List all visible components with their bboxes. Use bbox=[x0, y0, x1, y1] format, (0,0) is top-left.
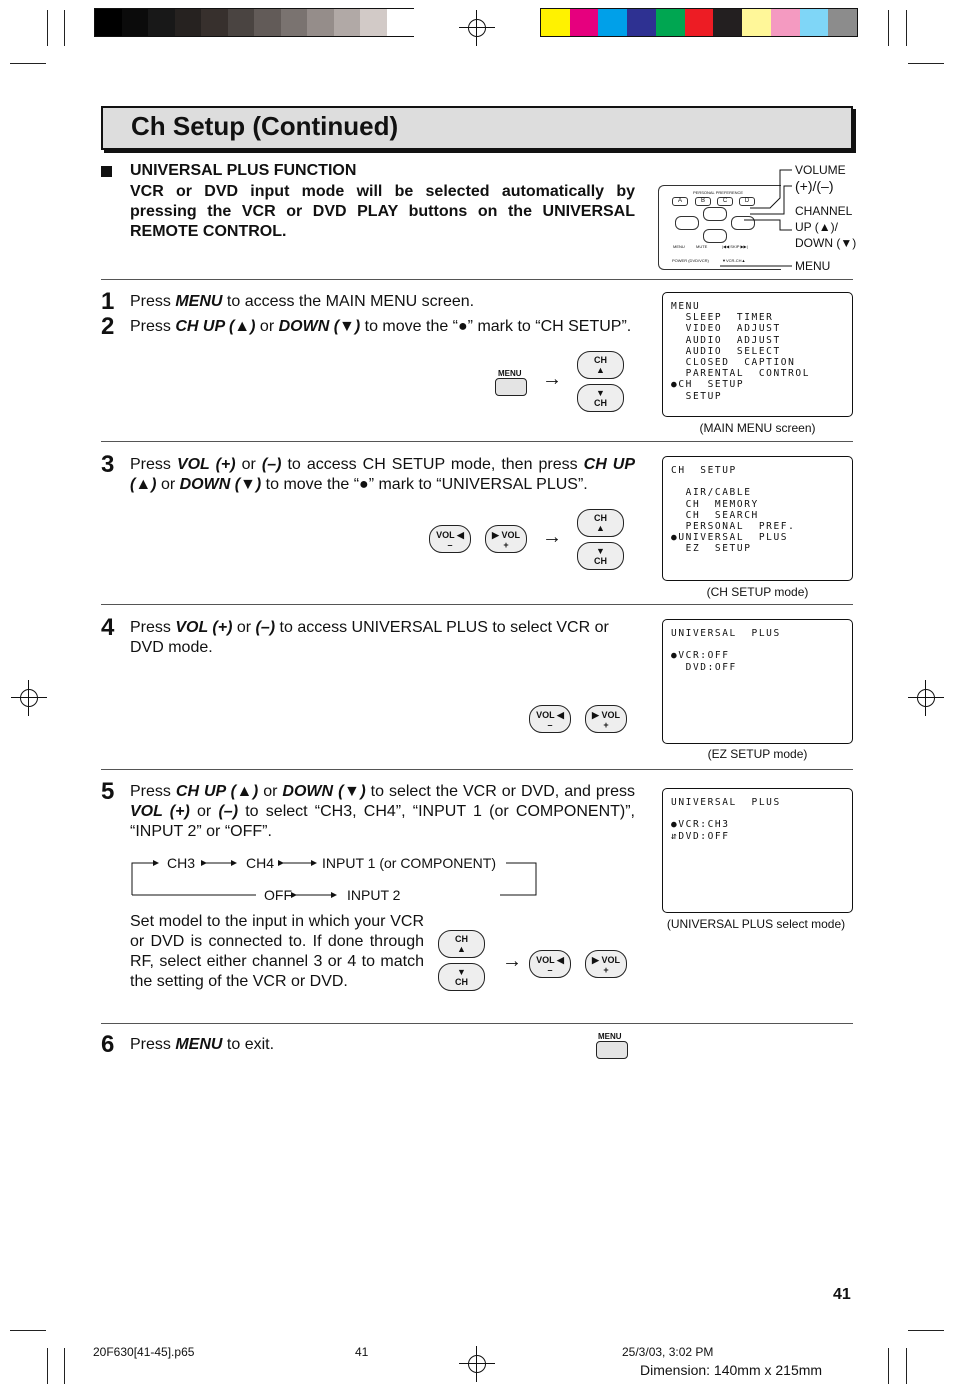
intro-body: VCR or DVD input mode will be selected automatically by pressing the VCR or DVD PLAY buttons on the UNIVERSAL REMOTE CONTROL. bbox=[130, 183, 635, 240]
color-swatch bbox=[307, 9, 334, 36]
step-text-part: to select “CH3, CH4”, “INPUT 1 (or COMPONENT)”, “INPUT 2” or “OFF”. bbox=[130, 803, 636, 840]
arrow-icon: → bbox=[502, 950, 522, 972]
vol-label: VOL bbox=[436, 530, 455, 540]
vol-plus-button-icon bbox=[585, 705, 627, 733]
key-name: MENU bbox=[175, 1036, 223, 1053]
step-text-part: to move the “●” mark to “UNIVERSAL PLUS”. bbox=[261, 476, 588, 493]
ch-label: CH bbox=[594, 556, 607, 566]
universal-plus-select-caption: (UNIVERSAL PLUS select mode) bbox=[666, 917, 846, 931]
footer-file: 20F630[41-45].p65 bbox=[93, 1345, 195, 1359]
divider bbox=[101, 441, 853, 442]
footer-dimension: Dimension: 140mm x 215mm bbox=[640, 1362, 823, 1378]
up-arrow-icon: ▲ bbox=[596, 365, 605, 375]
plus-label: + bbox=[603, 720, 609, 730]
color-swatch bbox=[387, 9, 414, 36]
remote-b-button bbox=[695, 197, 711, 206]
flow-input1: INPUT 1 (or COMPONENT) bbox=[322, 855, 496, 871]
key-name: CH UP (▲) bbox=[175, 783, 259, 800]
color-bar bbox=[540, 8, 858, 37]
step-text-part: Press bbox=[130, 619, 176, 636]
step-6-text bbox=[130, 1035, 530, 1055]
menu-button-icon bbox=[596, 1041, 628, 1059]
divider bbox=[101, 604, 853, 605]
ch-down-button-icon bbox=[438, 963, 485, 991]
vol-label: VOL bbox=[536, 710, 555, 720]
color-swatch bbox=[95, 9, 122, 36]
ch-label: CH bbox=[594, 398, 607, 408]
color-swatch bbox=[713, 9, 742, 36]
step-number: 1 bbox=[101, 288, 115, 315]
step-4-text bbox=[130, 618, 635, 658]
color-swatch bbox=[148, 9, 175, 36]
crop-mark bbox=[908, 1330, 944, 1331]
remote-channel-down-label: DOWN (▼) bbox=[795, 236, 857, 250]
color-swatch bbox=[771, 9, 800, 36]
footer-page: 41 bbox=[355, 1345, 369, 1359]
ch-up-button-icon bbox=[438, 930, 485, 958]
color-swatch bbox=[742, 9, 771, 36]
crop-mark bbox=[64, 10, 65, 46]
color-swatch bbox=[656, 9, 685, 36]
crop-mark bbox=[10, 63, 46, 64]
ch-setup-screen: CH SETUP AIR/CABLE CH MEMORY CH SEARCH PERSONAL PREF. ●UNIVERSAL PLUS EZ SETUP bbox=[662, 456, 853, 581]
flow-off: OFF bbox=[264, 887, 292, 903]
key-name: DOWN (▼) bbox=[179, 476, 262, 493]
step-number: 2 bbox=[101, 313, 115, 340]
remote-volume-label: VOLUME bbox=[795, 163, 846, 177]
ch-label: CH bbox=[594, 355, 607, 365]
down-arrow-icon: ▼ bbox=[596, 388, 605, 398]
vol-minus-button-icon bbox=[529, 950, 571, 978]
menu-button-caption: MENU bbox=[498, 369, 522, 378]
step-5-text bbox=[130, 782, 635, 842]
flow-ch4: CH4 bbox=[246, 855, 275, 871]
remote-c-label: C bbox=[722, 198, 728, 204]
left-arrow-icon: ◀ bbox=[456, 530, 464, 540]
key-name: CH UP (▲) bbox=[175, 318, 256, 335]
step-number: 5 bbox=[101, 778, 115, 805]
color-swatch bbox=[281, 9, 308, 36]
page-number: 41 bbox=[833, 1286, 851, 1303]
step-text-part: to exit. bbox=[222, 1036, 275, 1053]
arrow-icon: → bbox=[542, 526, 562, 548]
crop-mark bbox=[64, 1348, 65, 1384]
vol-minus-button-icon bbox=[429, 525, 471, 553]
color-swatch bbox=[570, 9, 599, 36]
ez-setup-caption: (EZ SETUP mode) bbox=[707, 747, 808, 761]
main-menu-screen: MENU SLEEP TIMER VIDEO ADJUST AUDIO ADJUST AUDIO SELECT CLOSED CAPTION PARENTAL CONTROL ●CH SETUP SETUP bbox=[662, 292, 853, 417]
down-arrow-icon: ▼ bbox=[596, 546, 605, 556]
color-swatch bbox=[828, 9, 857, 36]
crop-mark bbox=[908, 63, 944, 64]
remote-mute-label: MUTE bbox=[696, 244, 708, 249]
remote-menu-label: MENU bbox=[673, 244, 685, 249]
ch-label: CH bbox=[455, 977, 468, 987]
ch-up-button-icon bbox=[577, 509, 624, 537]
ch-label: CH bbox=[455, 934, 468, 944]
key-name: CH UP (▲) bbox=[130, 456, 636, 493]
square-bullet-icon bbox=[101, 166, 112, 177]
vol-label: VOL bbox=[501, 530, 520, 540]
crop-mark bbox=[10, 1330, 46, 1331]
step-3-text bbox=[130, 455, 635, 495]
step-text-part: Press bbox=[130, 783, 176, 800]
remote-leader-lines bbox=[720, 168, 792, 268]
color-swatch bbox=[201, 9, 228, 36]
minus-label: – bbox=[447, 540, 453, 550]
ch-down-button-icon bbox=[577, 384, 624, 412]
color-swatch bbox=[228, 9, 255, 36]
remote-a-label: A bbox=[677, 198, 682, 204]
left-arrow-icon: ◀ bbox=[556, 710, 564, 720]
ch-up-button-icon bbox=[577, 351, 624, 379]
step-number: 6 bbox=[101, 1031, 115, 1058]
remote-vol-minus-icon bbox=[675, 216, 699, 230]
step-text-part: or bbox=[232, 619, 256, 636]
minus-label: – bbox=[547, 965, 553, 975]
remote-menu-callout: MENU bbox=[795, 259, 831, 273]
crop-mark bbox=[906, 10, 907, 46]
color-swatch bbox=[598, 9, 627, 36]
page-title: Ch Setup (Continued) bbox=[131, 111, 399, 141]
remote-channel-up-label: UP (▲)/ bbox=[795, 220, 838, 234]
divider bbox=[101, 279, 853, 280]
right-arrow-icon: ▶ bbox=[592, 710, 599, 720]
plus-label: + bbox=[503, 540, 509, 550]
crop-mark bbox=[888, 10, 889, 46]
ch-label: CH bbox=[594, 513, 607, 523]
key-name: MENU bbox=[175, 293, 223, 310]
color-swatch bbox=[360, 9, 387, 36]
remote-power-label: POWER (DVD/VCR) bbox=[672, 258, 709, 263]
flow-input2: INPUT 2 bbox=[347, 887, 401, 903]
step-text-part: to access UNIVERSAL PLUS to select VCR or DVD mode. bbox=[130, 619, 609, 656]
registration-mark-bottom bbox=[465, 1352, 489, 1376]
remote-d-label: D bbox=[744, 198, 750, 204]
step-text-part: or bbox=[258, 783, 283, 800]
remote-skip-label: |◀◀ SKIP ▶▶| bbox=[722, 244, 748, 249]
step-2-text bbox=[130, 317, 635, 337]
step-text-part: Press bbox=[130, 1036, 176, 1053]
step-text-part: to access the MAIN MENU screen. bbox=[222, 293, 475, 310]
step-text-part: or bbox=[189, 803, 219, 820]
crop-mark bbox=[906, 1348, 907, 1384]
step-text-part: to move the “●” mark to “CH SETUP”. bbox=[360, 318, 632, 335]
key-name: (–) bbox=[218, 803, 239, 820]
color-swatch bbox=[122, 9, 149, 36]
key-name: (–) bbox=[255, 619, 276, 636]
key-name: VOL (+) bbox=[130, 803, 190, 820]
vol-label: VOL bbox=[536, 955, 555, 965]
crop-mark bbox=[47, 10, 48, 46]
ez-setup-screen: UNIVERSAL PLUS ●VCR:OFF DVD:OFF bbox=[662, 619, 853, 744]
step-number: 4 bbox=[101, 614, 115, 641]
vol-label: VOL bbox=[601, 955, 620, 965]
step-text-part: or bbox=[156, 476, 180, 493]
color-swatch bbox=[800, 9, 829, 36]
step-text-part: or bbox=[255, 318, 279, 335]
universal-plus-select-screen: UNIVERSAL PLUS ●VCR:CH3 ⇵DVD:OFF bbox=[662, 788, 853, 913]
registration-mark-right bbox=[914, 686, 938, 710]
step-1-text bbox=[130, 292, 635, 312]
page-title-box bbox=[101, 106, 853, 150]
registration-mark-top bbox=[465, 16, 489, 40]
up-arrow-icon: ▲ bbox=[596, 523, 605, 533]
ch-setup-caption: (CH SETUP mode) bbox=[706, 585, 809, 599]
right-arrow-icon: ▶ bbox=[492, 530, 499, 540]
remote-vcr-ch-label: ▼VCR-CH▲ bbox=[722, 258, 746, 263]
color-swatch bbox=[254, 9, 281, 36]
vol-plus-button-icon bbox=[485, 525, 527, 553]
up-arrow-icon: ▲ bbox=[457, 944, 466, 954]
crop-mark bbox=[47, 1348, 48, 1384]
remote-b-label: B bbox=[700, 198, 705, 204]
remote-pref-label: PERSONAL PREFERENCE bbox=[693, 190, 744, 195]
color-swatch bbox=[685, 9, 714, 36]
main-menu-caption: (MAIN MENU screen) bbox=[699, 421, 816, 435]
color-swatch bbox=[541, 9, 570, 36]
intro-heading: UNIVERSAL PLUS FUNCTION bbox=[130, 162, 357, 179]
step-text-part: to select the VCR or DVD, and press bbox=[365, 783, 636, 800]
vol-minus-button-icon bbox=[529, 705, 571, 733]
remote-a-button bbox=[672, 197, 688, 206]
key-name: DOWN (▼) bbox=[282, 783, 366, 800]
crop-mark bbox=[888, 1348, 889, 1384]
step-text-part: or bbox=[235, 456, 262, 473]
plus-label: + bbox=[603, 965, 609, 975]
right-arrow-icon: ▶ bbox=[592, 955, 599, 965]
menu-button-icon bbox=[495, 378, 527, 396]
key-name: (–) bbox=[261, 456, 282, 473]
footer-date: 25/3/03, 3:02 PM bbox=[622, 1345, 714, 1359]
flow-ch3: CH3 bbox=[167, 855, 196, 871]
menu-button-caption: MENU bbox=[598, 1032, 622, 1041]
color-swatch bbox=[627, 9, 656, 36]
minus-label: – bbox=[547, 720, 553, 730]
step-5-note: Set model to the input in which your VCR or DVD is connected to. If done through RF, select either channel 3 or 4 to match the setting of the VCR or DVD. bbox=[130, 913, 424, 990]
remote-channel-label: CHANNEL bbox=[795, 204, 853, 218]
step-number: 3 bbox=[101, 451, 115, 478]
color-swatch bbox=[175, 9, 202, 36]
vol-plus-button-icon bbox=[585, 950, 627, 978]
down-arrow-icon: ▼ bbox=[457, 967, 466, 977]
step-text-part: Press bbox=[130, 293, 176, 310]
color-swatch bbox=[334, 9, 361, 36]
key-name: VOL (+) bbox=[175, 619, 233, 636]
left-arrow-icon: ◀ bbox=[556, 955, 564, 965]
arrow-icon: → bbox=[542, 368, 562, 390]
divider bbox=[101, 1023, 853, 1024]
divider bbox=[101, 769, 853, 770]
step-text-part: to access CH SETUP mode, then press bbox=[281, 456, 584, 473]
step-text-part: Press bbox=[130, 318, 176, 335]
key-name: DOWN (▼) bbox=[278, 318, 361, 335]
remote-volume-pm-label: (+)/(–) bbox=[795, 178, 834, 194]
key-name: VOL (+) bbox=[176, 456, 236, 473]
ch-down-button-icon bbox=[577, 542, 624, 570]
vol-label: VOL bbox=[601, 710, 620, 720]
gray-scale-bar bbox=[94, 8, 414, 37]
registration-mark-left bbox=[17, 686, 41, 710]
step-text-part: Press bbox=[130, 456, 177, 473]
